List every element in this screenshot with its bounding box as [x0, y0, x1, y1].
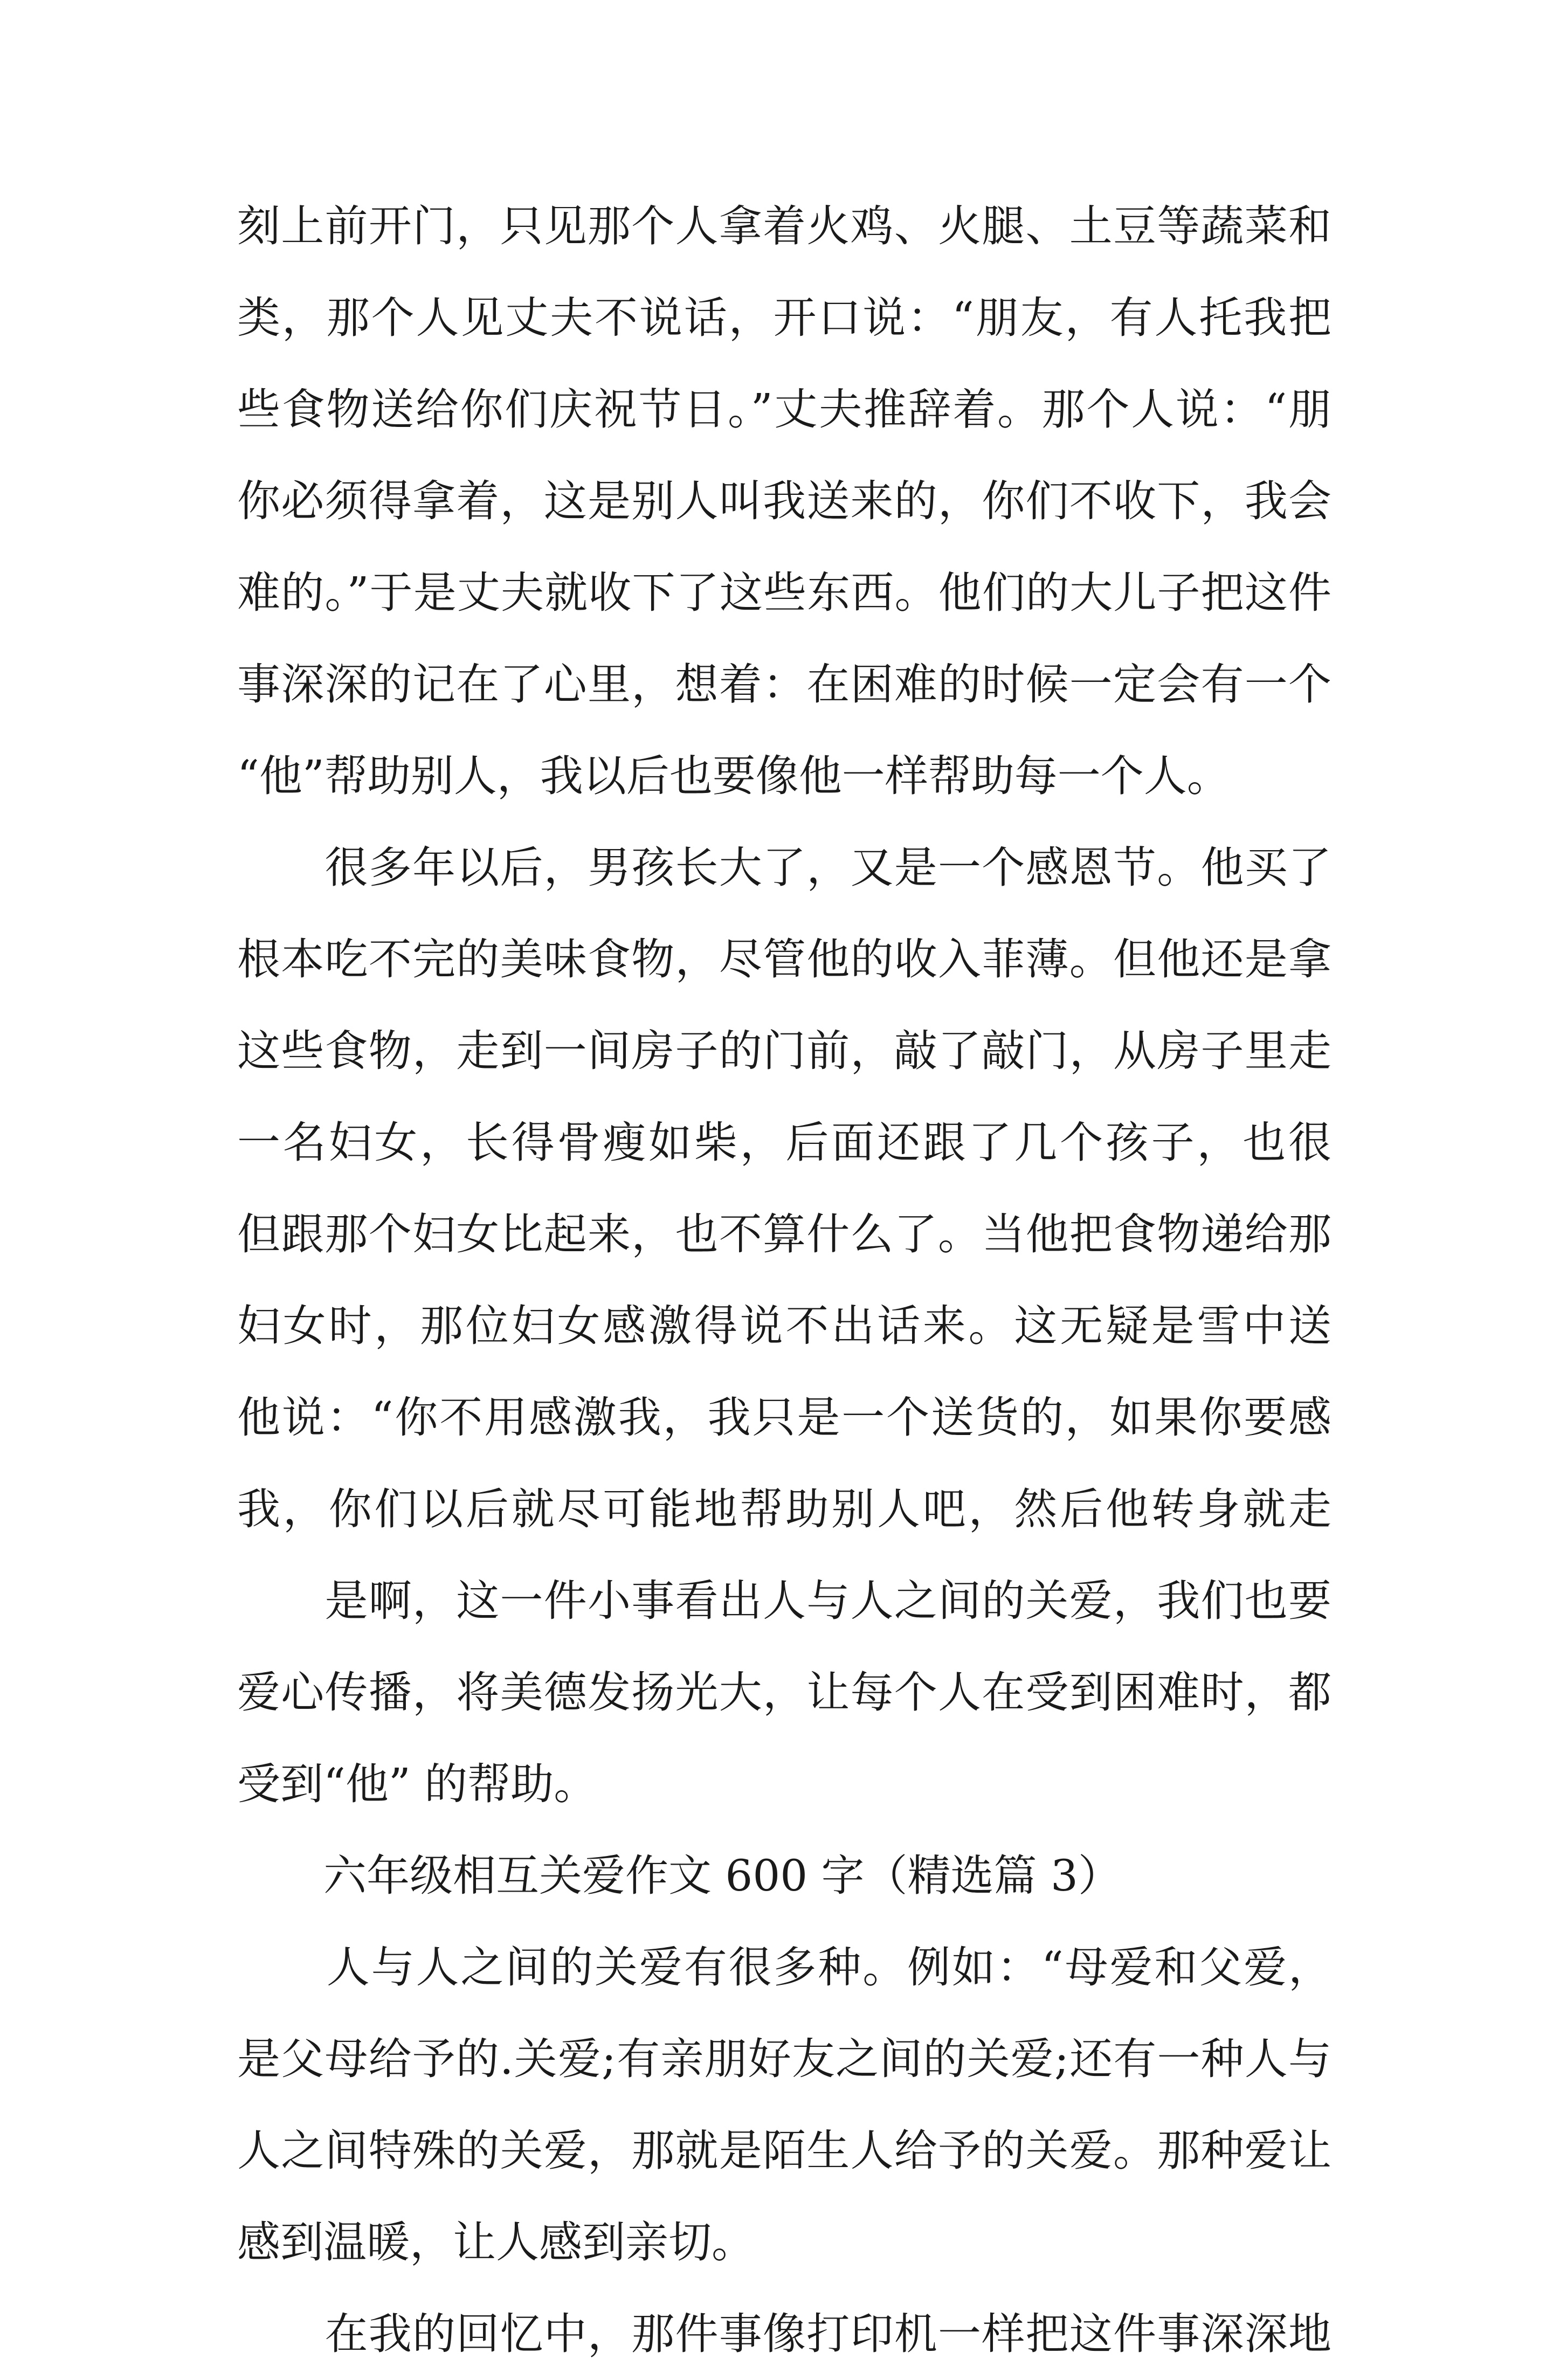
text-line: “他”帮助别人，我以后也要像他一样帮助每一个人。	[237, 751, 1230, 801]
essay-text	[237, 181, 1331, 2380]
text-line: 难的。”于是丈夫就收下了这些东西。他们的大儿子把这件	[237, 568, 1331, 618]
text-line: 很多年以后，男孩长大了，又是一个感恩节。他买了	[325, 843, 1331, 893]
text-line: 是啊，这一件小事看出人与人之间的关爱，我们也要	[325, 1576, 1331, 1626]
text-line: 你必须得拿着，这是别人叫我送来的，你们不收下，我会	[237, 476, 1331, 526]
text-line: 这些食物，走到一间房子的门前，敲了敲门，从房子里走	[237, 1026, 1331, 1076]
text-line: 人与人之间的关爱有很多种。例如：“母爱和父爱，	[326, 1942, 1331, 1992]
text-line: 受到“他” 的帮助。	[237, 1759, 597, 1809]
text-line: 类，那个人见丈夫不说话，开口说：“朋友，有人托我把	[237, 293, 1331, 343]
text-line: 爱心传播，将美德发扬光大，让每个人在受到困难时，都	[237, 1667, 1331, 1717]
text-line: 他说：“你不用感激我，我只是一个送货的，如果你要感	[237, 1392, 1331, 1443]
section-heading: 六年级相互关爱作文 600 字（精选篇 3）	[237, 1851, 1121, 1901]
text-line: 一名妇女，长得骨瘦如柴，后面还跟了几个孩子，也很	[237, 1117, 1331, 1168]
text-line: 些食物送给你们庆祝节日。”丈夫推辞着。那个人说：“朋	[237, 384, 1331, 434]
text-line: 在我的回忆中，那件事像打印机一样把这件事深深地	[325, 2309, 1331, 2359]
text-line: 是父母给予的.关爱;有亲朋好友之间的关爱;还有一种人与	[237, 2034, 1331, 2084]
text-line: 根本吃不完的美味食物，尽管他的收入菲薄。但他还是拿	[237, 934, 1331, 984]
text-line: 我，你们以后就尽可能地帮助别人吧，然后他转身就走	[237, 1484, 1331, 1534]
text-line: 感到温暖，让人感到亲切。	[237, 2217, 755, 2267]
text-line: 人之间特殊的关爱，那就是陌生人给予的关爱。那种爱让	[237, 2126, 1331, 2176]
text-line: 刻上前开门，只见那个人拿着火鸡、火腿、土豆等蔬菜和	[237, 201, 1331, 251]
text-line: 妇女时，那位妇女感激得说不出话来。这无疑是雪中送	[237, 1301, 1331, 1351]
text-line: 但跟那个妇女比起来，也不算什么了。当他把食物递给那	[237, 1209, 1331, 1259]
text-line: 事深深的记在了心里，想着：在困难的时候一定会有一个	[237, 659, 1331, 709]
